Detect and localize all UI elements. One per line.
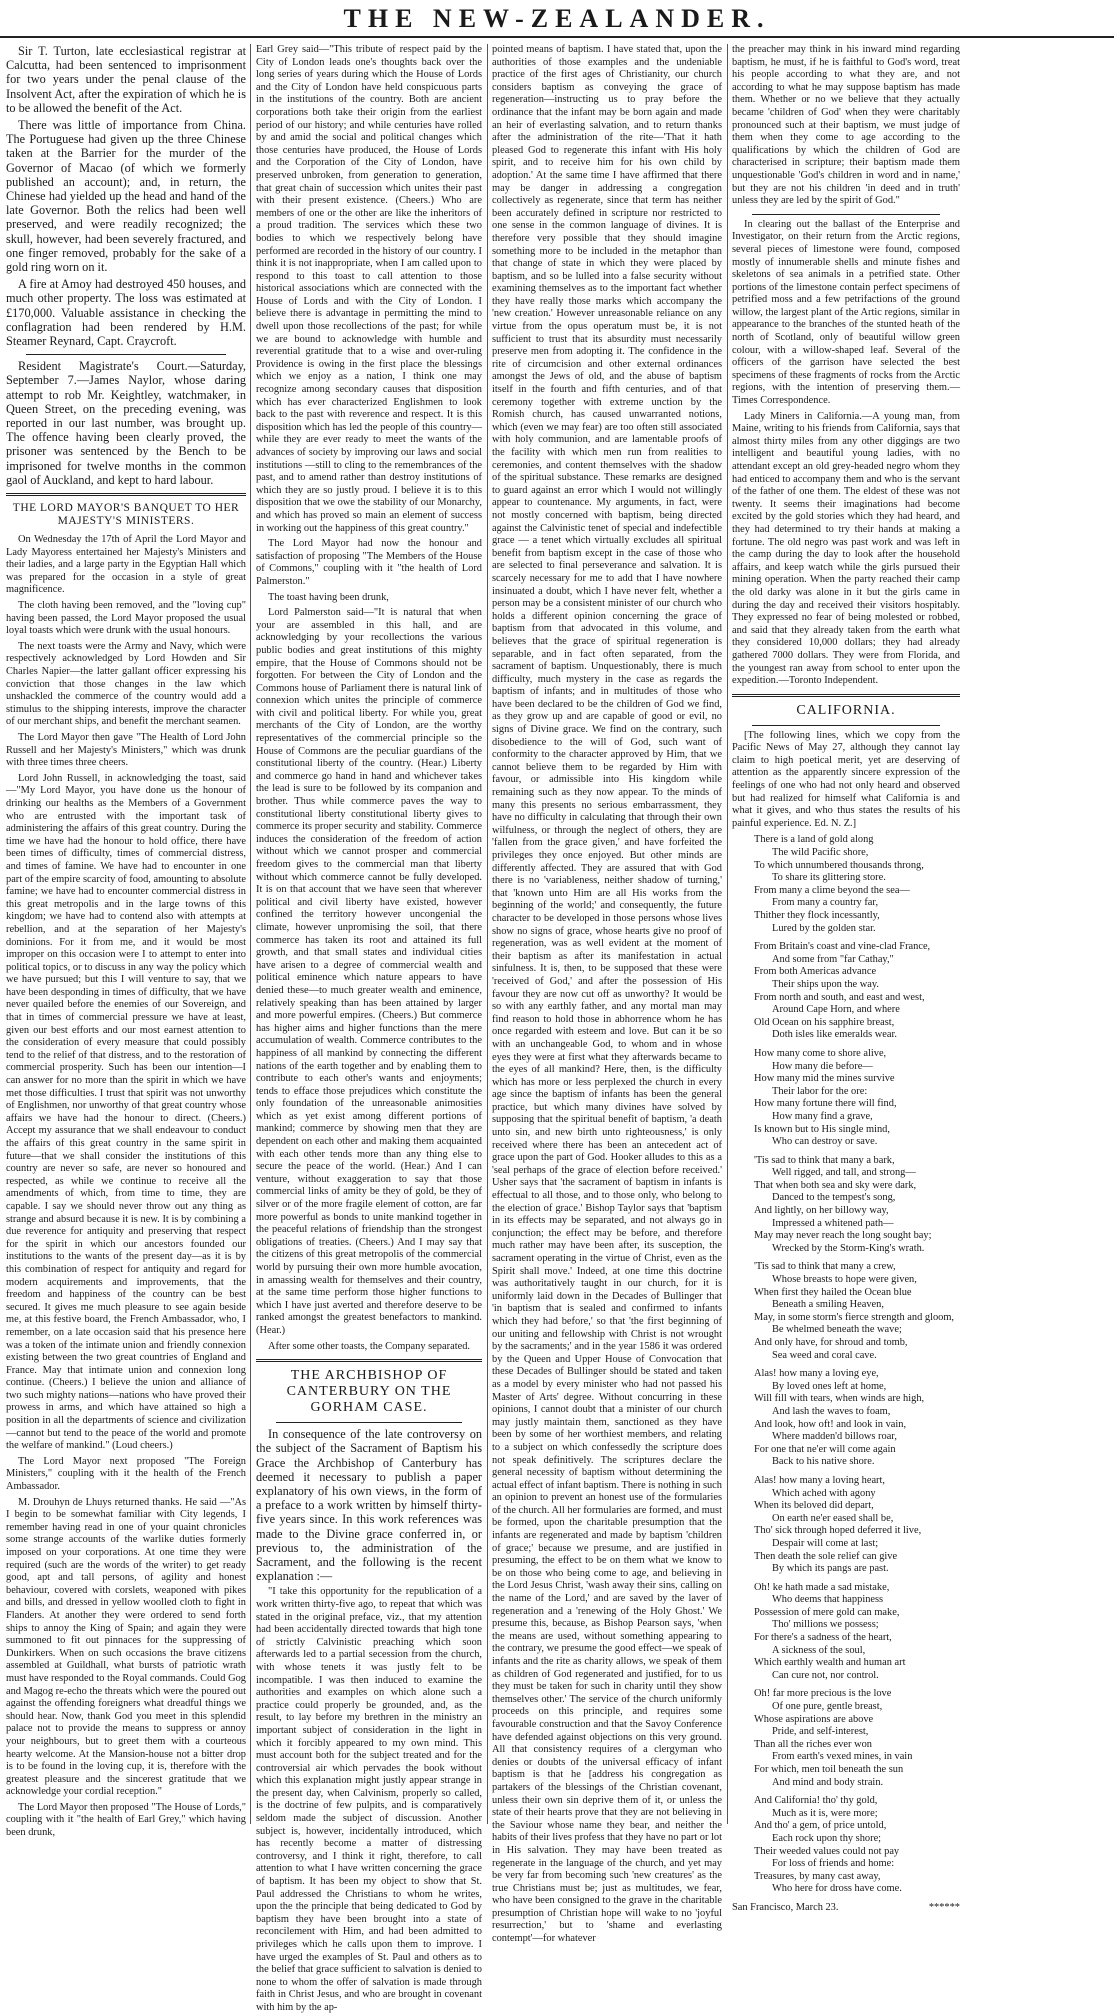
poem-line: Their ships upon the way.: [772, 978, 879, 990]
poem-stanza: [754, 1261, 960, 1362]
article-headline: CALIFORNIA.: [796, 702, 896, 718]
article-paragraph: The Lord Mayor then proposed "The House of Lords," coupling with it "the health of Earl Grey," which having been drunk,: [6, 1801, 246, 1839]
column-4: [732, 44, 960, 1913]
poem-line: Where madden'd billows roar,: [772, 1431, 897, 1443]
poem-line: Oh! ke hath made a sad mistake,: [754, 1581, 890, 1593]
poem-line: For which, men toil beneath the sun: [754, 1764, 904, 1775]
poem-line: How many fortune there will find,: [754, 1098, 897, 1110]
poem-line: A sickness of the soul,: [772, 1644, 866, 1656]
divider: [6, 493, 246, 496]
poem-line: Tho' millions we possess;: [772, 1619, 879, 1631]
article-paragraph: Earl Grey said—"This tribute of respect paid by the City of London leads one's thoughts back over the long series of years during which the House of Lords and the City of London have held conspicuous parts in the institutions of the country. Both are ancient corporations both take their origin from the earliest period of our history; and while centuries have rolled by and amid the social and political changes which those centuries have produced, the House of Lords and the Corporation of the City of London, have preserved unbroken, from generation to generation, that great chain of succession which unites their past with their present existence. (Cheers.) Who are members of one or the other are like the inheritors of a proud tradition. The services which these two bodies to which we respectively belong have performed are recorded in the history of our country. I think it is not inappropriate, when I am called upon to respond to this toast to call attention to those historical associations which are connected with the House of Lords and with the City of London. I believe there is advantage in permitting the mind to dwell upon those recollections of the past; for while we are bound to acknowledge with humble and reverential gratitude that to a wise and over-ruling Providence is owing in the first place the blessings which we enjoy as a nation, I think one may recognize among secondary causes that disposition which has ever characterized Englishmen to look back to the past with reverence and respect. It is this disposition which has led the people of this country—while they are ever ready to meet the wants of the advances of society by improving our laws and social institutions —still to cling to the remembrances of the past, and to amend rather than destroy institutions of which they are so justly proud. I believe it is to this disposition that we owe the stability of our Monarchy, and which has proved so main an element of success in working out the happiness of this great country.": [256, 44, 482, 534]
newspaper-title: THE NEW-ZEALANDER.: [343, 4, 771, 33]
poem-line: Impressed a whitened path—: [772, 1217, 894, 1229]
poem-line: Doth isles like emeralds wear.: [772, 1029, 897, 1041]
poem-line: From many a clime beyond the sea—: [754, 884, 910, 896]
poem-line: Will fill with tears, when winds are high,: [754, 1393, 925, 1405]
stars-ornament: ******: [928, 1901, 960, 1913]
poem-line: How many mid the mines survive: [754, 1073, 895, 1085]
poem-line: May, in some storm's fierce strength and gloom,: [754, 1311, 955, 1323]
poem-line: Thither they flock incessantly,: [754, 910, 880, 921]
article-paragraph: The Lord Mayor next proposed "The Foreign Ministers," coupling with it the health of the French Ambassador.: [6, 1455, 246, 1493]
poem-line: Whose breasts to hope were given,: [772, 1274, 917, 1286]
poem-line: How many die before—: [772, 1060, 873, 1072]
article-paragraph: On Wednesday the 17th of April the Lord Mayor and Lady Mayoress entertained her Majesty's Ministers and their ladies, and a large party in the Egyptian Hall which was prepared for the occasion in a style of great magnificence.: [6, 534, 246, 596]
poem-line: Old Ocean on his sapphire breast,: [754, 1016, 895, 1028]
poem-stanza: [754, 1048, 960, 1149]
poem-line: That when both sea and sky were dark,: [754, 1179, 917, 1191]
poem-line: Danced to the tempest's song,: [772, 1192, 896, 1204]
column-3: [492, 44, 722, 1945]
article-paragraph: After some other toasts, the Company separated.: [268, 1340, 470, 1352]
poem-stanza: [754, 1368, 960, 1469]
poem-line: Who here for dross have come.: [772, 1883, 902, 1895]
poem-line: Which ached with agony: [772, 1487, 876, 1499]
article-paragraph: Lord Palmerston said—"It is natural that when your are assembled in this hall, and are acknowledging by your recollections the various public bodies and great institutions of this mighty empire, that the House of Commons should not be forgotten. For between the City of London and the Commons house of Parliament there is natural link of connexion which unites the principle of commerce with civil and political liberty. For while you, great merchants of the City of London, are the worthy representatives of the commercial principle so the House of Commons are the peculiar guardians of the constitutional liberty of the country. (Hear.) Liberty and commerce go hand in hand and whichever takes the lead is sure to be followed by its companion and brother. Thus while commerce paves the way to constitutional liberty constitutional liberty gives to commerce its proper security and stability. Commerce induces the consideration of the freedom of action without which we cannot prosper and commercial freedom gives to the commercial man that liberty without which commerce cannot be fully developed. It is on that account that we have seen that wherever political and civil liberty have existed, however confined the territory however uncongenial the climate, however unpromising the soil, that there commerce has taken its root and attained its full growth, and that small states and individual cities have arisen to a degree of commercial wealth and political eminence which nature appears to have denied these—to much greater wealth and eminence, relatively speaking than has been attained by larger and more powerful empires. (Cheers.) But commerce has higher aims and higher functions than the mere accumulation of wealth. Commerce contributes to the happiness of all mankind by connecting the different nations of the earth together and by enabling them to contribute to each other's wants and enjoyments; tends to efface those prejudices which constitute the only foundation of the unreasonable animosities which as yet exist among different portions of mankind; commerce by showing men that they are dependent on each other and making them acquainted with each other tends more than any thing else to secure the peace of the world. (Hear.) And I can venture, without exaggeration to say that those commercial links of amity be they of gold, be they of silver or of the more fragile element of cotton, are far more powerful as bonds to unite mankind together in the peaceful relations of friendship than the strongest obligations of treaties. (Cheers.) And I may say that the citizens of this great metropolis of the commercial world by pursuing their own more humble avocation, in amassing wealth for themselves and their country, at the same time perform those higher functions to which I have just averted and therefore deserve to be ranked amongst the greatest benefactors to mankind. (Hear.): [256, 607, 482, 1336]
poem-line: On earth ne'er eased shall be,: [772, 1512, 894, 1524]
poem-line: From both Americas advance: [754, 966, 877, 978]
dateline: [732, 1902, 960, 1915]
poem-introduction: [The following lines, which we copy from the Pacific News of May 27, although they cannot lay claim to high poetical merit, yet are deserving of attention as the apparently sincere expression of the feelings of one who had not only heard and observed but had realized for himself what California is and what it gives, and who thus states the results of his painful experience. Ed. N. Z.]: [732, 729, 960, 829]
article-headline: THE LORD MAYOR'S BANQUET TO HER MAJESTY'S MINISTERS.: [12, 502, 240, 528]
article-headline: THE ARCHBISHOP OF CANTERBURY ON THE GORHAM CASE.: [286, 1368, 452, 1416]
poem-line: Tho' sick through hoped deferred it live,: [754, 1525, 922, 1537]
article-paragraph: The Lord Mayor then gave "The Health of Lord John Russell and her Majesty's Ministers," which was drunk with three times three cheers.: [6, 732, 246, 769]
column-rule: [727, 44, 728, 1824]
poem-line: Around Cape Horn, and where: [772, 1004, 900, 1016]
poem-line: For there's a sadness of the heart,: [754, 1632, 892, 1644]
poem-line: To share its glittering store.: [772, 872, 886, 884]
poem: [754, 834, 960, 1896]
divider: [276, 1422, 462, 1423]
poem-line: To which unnumbered thousands throng,: [754, 859, 924, 871]
court-report: Resident Magistrate's Court.—Saturday, September 7.—James Naylor, whose daring attempt to rob Mr. Keightley, watchmaker, in Queen Street, on the preceding evening, was reported in our last number, was brought up. The offence having been clearly proved, the prisoner was sentenced by the Bench to be imprisoned for twelve months in the common gaol of Auckland, and kept to hard labour.: [6, 359, 246, 487]
poem-line: From north and south, and east and west,: [754, 991, 925, 1003]
poem-line: 'Tis sad to think that many a crew,: [754, 1261, 896, 1273]
poem-line: Possession of mere gold can make,: [754, 1606, 900, 1618]
divider: [752, 214, 940, 215]
poem-line: Alas! how many a loving eye,: [754, 1368, 879, 1380]
poem-line: Can cure not, nor control.: [772, 1669, 879, 1681]
poem-stanza: [754, 941, 960, 1042]
poem-line: Sea weed and coral cave.: [772, 1349, 877, 1361]
news-paragraph: In clearing out the ballast of the Enterprise and Investigator, on their return from the Arctic regions, several pieces of limestone were found, composed mostly of innumerable shells and minute fishes and skeletons of sea animals in a petrified state. Other portions of the limestone contain perfect specimens of petrified moss and a few petrifactions of the ground willow, the largest plant of the Artic regions, similar in appearance to the branches of the stunted heath of the north of Scotland, only of beautiful willow green colour, with a willow-shaped leaf. Several of the officers of the garrison have selected the best specimens of these fragments of rocks from the Arctic regions, with the intention of preserving them.—Times Correspondence.: [732, 218, 960, 407]
poem-line: Their weeded values could not pay: [754, 1845, 900, 1857]
poem-line: May may never reach the long sought bay;: [754, 1230, 932, 1242]
poem-line: By which its pangs are past.: [772, 1563, 889, 1575]
poem-line: Each rock upon thy shore;: [772, 1832, 882, 1844]
poem-line: Back to his native shore.: [772, 1456, 875, 1468]
poem-line: And only have, for shroud and tomb,: [754, 1337, 908, 1348]
poem-line: How many come to shore alive,: [754, 1047, 887, 1059]
poem-line: 'Tis sad to think that many a bark,: [754, 1154, 895, 1166]
poem-line: Alas! how many a loving heart,: [754, 1474, 886, 1486]
news-paragraph: There was little of importance from China. The Portuguese had given up the three Chinese taken at the Barrier for the murder of the Governor of Macao (of which we formerly published an account); and, in return, the Chinese had yielded up the head and hand of the late Governor. Both the relics had been well preserved, and were readily recognized; the skull, however, had been severely fractured, and one finger removed, probably for the sake of a gold ring worn on it.: [6, 118, 246, 275]
poem-line: Is known but to His single mind,: [754, 1123, 890, 1135]
dateline-text: San Francisco, March 23.: [732, 1901, 839, 1913]
news-paragraph: A fire at Amoy had destroyed 450 houses, and much other property. The loss was estimated at £170,000. Valuable assistance in checking the conflagration had been rendered by H.M. Steamer Reynard, Capt. Craycroft.: [6, 277, 246, 349]
poem-line: Then death the sole relief can give: [754, 1550, 898, 1562]
column-rule: [250, 44, 251, 1824]
poem-line: Who can destroy or save.: [772, 1136, 878, 1148]
divider: [752, 725, 940, 726]
poem-stanza: [754, 1688, 960, 1789]
poem-line: And mind and body strain.: [772, 1776, 884, 1788]
poem-line: Despair will come at last;: [772, 1537, 879, 1549]
poem-line: Beneath a smiling Heaven,: [772, 1299, 884, 1311]
article-paragraph: The Lord Mayor had now the honour and satisfaction of proposing "The Members of the House of Commons," coupling with it "the health of Lord Palmerston.": [256, 538, 482, 587]
poem-line: Treasures, by many cast away,: [754, 1870, 881, 1882]
poem-line: Of one pure, gentle breast,: [772, 1701, 883, 1713]
poem-line: Well rigged, and tall, and strong—: [772, 1167, 916, 1179]
poem-line: There is a land of gold along: [754, 834, 874, 846]
poem-line: Oh! far more precious is the love: [754, 1688, 892, 1700]
poem-stanza: [754, 1475, 960, 1576]
poem-line: Which earthly wealth and human art: [754, 1657, 906, 1669]
news-paragraph: Sir T. Turton, late ecclesiastical registrar at Calcutta, had been sentenced to imprisonment for two years under the penal clause of the Insolvent Act, after the expiration of which he is to be allowed the benefit of the Act.: [6, 44, 246, 115]
poem-line: Than all the riches ever won: [754, 1738, 873, 1750]
poem-line: When first they hailed the Ocean blue: [754, 1286, 912, 1298]
article-paragraph: pointed means of baptism. I have stated that, upon the authorities of those examples and the undeniable practice of the first ages of Christianity, our church considers baptism as conveying the grace of regeneration—instructing us to pray before the ordinance that the infant may be born again and made an heir of everlasting salvation, and to return thanks after the administration of the rite—'That it hath pleased God to regenerate this infant with His holy spirit, and to receive him for his own child by adoption.' At the same time I have affirmed that there may be danger in addressing a congregation collectively as regenerate, since that term has neither been accurately defined in scripture nor restricted to one sense in the common language of divines. It is therefore very possible that they should imagine something more to be included in the metaphor than that change of state in which they were placed by baptism, and so be lulled into a false security without examining themselves as to the important fact whether they have really those marks which accompany the 'new creation.' However unreasonable reliance on any virtue from the opus operatum must be, it is not sufficient to trust that its absurdity must necessarily preserve men from adopting it. The confidence in the rite of circumcision and other external ordinances amongst the Jews of old, and the abuse of baptism itself in the fourth and fifth centuries, and of that ceremony together with extreme unction by the Romish church, has caused unwarranted notions, which (even we may fear) are too often still associated with holy communion, and are lamentable proofs of the facility with which men run from realities to ceremonies, and content themselves with the shadow of the spiritual substance. These remarks are designed to guard against an error which I would not willingly appear to countenance. My arguments, in fact, were not mostly concerned with baptism, being directed against the Calvinistic tenet of special and indefectible grace — a tenet which virtually excludes all spiritual benefit from baptism except in the case of those who are selected to final perseverance and salvation. It is scarcely necessary for me to add that I have nowhere insinuated a doubt, which I have never felt, whether a person may be a consistent minister of our church who holds a different opinion concerning the grace of baptism from that advocated in this volume, and believes that the grace of spiritual regeneration is separable, and in fact often separated, from the sacrament of baptism. Unquestionably, there is much difficulty, much mystery in the case as regards the baptism of infants; and in multitudes of those who have been declared to be the children of God we find, as they grow up and are capable of good or evil, no signs of Divine grace. We find on the contrary, such disobedience to the will of God, such want of conformity to the character approved by Him, that we cannot believe them to be regarded by Him with favour, or admissible into His kingdom while remaining such as they now appear. To the minds of many this presents no serious embarrassment, they have no difficulty in calculating that through their own wilfulness, or through the neglect of others, they are 'fallen from the grace given,' and have forfeited the privileges they once enjoyed. But other minds are differently affected. They are assured that with God there is no 'variableness, neither shadow of turning,' that 'known unto Him are all His works from the beginning of the world;' and consequently, the future character to be developed in those persons whose lives show no signs of grace, whose hearts give no proof of regeneration, was as well evident at the moment of their baptism as after its manifestation in actual sinfulness. It is, then, to be supposed that these were 'received of God,' and after the possession of His favour they are now cut off as unworthy? It would be so with any earthly father, and any mortal man may find reason to hold those in abhorrence whom he has once regarded with esteem and love. But can it be so with an unchangeable God, to whom and in whose eyes they were at first what they afterwards became to the eyes of all mankind? Here, then, is the difficulty which has more or less perplexed the church in every age since the baptism of infants has been the general practice, but which many divines have solved by supposing that the spiritual benefit of baptism, 'a death unto sin, and new birth unto righteousness,' is only received where there has been an antecedent act of grace upon the part of God. Hooker alludes to this as a 'seal perhaps of the grace of election before received.' Usher says that 'the sacrament of baptism in infants is effectual to all those, and to those only, who belong to the election of grace.' Bishop Taylor says that 'baptism in its effects may be separated, and not always go in conjunction; the effect may be before, and therefore much rather may have been after, its susception, the sacrament operating in the virtue of Christ, even as the Spirit shall move.' Indeed, at one time this doctrine was authoritatively taught in our church, for it is uniformly laid down in the Decades of Bullinger that 'in baptism that is sealed and confirmed to infants which they had before,' so that 'the first beginning of our uniting and fellowship with Christ is not wrought by the sacraments;' and in the year 1586 it was ordered by the Queen and Upper House of Convocation that these Decades of Bullinger should be stated and taken as a model by every minister who had not passed his Master of Arts' degree. Without concurring in these opinions, I cannot doubt that a minister of our church may justly maintain them, sanctioned as they have been by some of her worthiest members, and relating to a subject on which confessedly the scripture does not speak definitively. The scriptures declare the general necessity of baptism without determining the actual effect of infant baptism. There is nothing in such an opinion to prevent an honest use of the formularies of the church. All her formularies are formed, and must be formed, upon the charitable presumption that the infants are regenerated and made by baptism 'children of grace;' because we presume, and are justified in presuming, the effect to be on them what we know to be on those who being come to age, and believing in the Lord Jesus Christ, 'wash away their sins, calling on the name of the Lord,' and are saved by the laver of regeneration and a 'renewing of the Holy Ghost.' We presume this, because, as Bishop Pearson says, 'when the means are used, without something appearing to the contrary, we presume the good effect—we speak of infants and the rite as charity allows, we speak of them as children of God regenerated and justified, for to us they must be taken for such in charity until they show themselves other.' The service of the church uniformly proceeds on this principle, and requires some favourable construction and that the Savoy Conference have defended against objections on this very ground. All that consistency requires of a clergyman who denies or doubts of the universal efficacy of infant baptism is that he [address his congregation as partakers of the blessings of the Christian covenant, unless their own sin deprive them of it, or unless the state of their hearts prove that they are not believing in the Saviour whose name they bear, and neither the habits of their lives profess that they have no part or lot in His salvation. They may have been treated as regenerate in the language of the church, and yet may be very far from becoming such 'new creatures' as the true Christians must be; just as multitudes, we fear, who have been consigned to the grave in the charitable presumption of Christian hope will wake to no 'joyful resurrection,' but to 'shame and everlasting contempt'—for whatever: [492, 44, 722, 1945]
article-paragraph: The cloth having been removed, and the "loving cup" having been passed, the Lord Mayor proposed the usual loyal toasts which were drunk with the usual honours.: [6, 600, 246, 637]
column-1: [6, 44, 246, 1839]
article-paragraph: M. Drouhyn de Lhuys returned thanks. He said —"As I begin to be somewhat familiar with City legends, I remember having read in one of your quaint chronicles some strange accounts of the warlike duties formerly imposed on your corporations. At one time they were required (such are the words of the writer) to get ready good, apt and tall persons, of agility and honest behaviour, covered with corslets, weaponed with pikes and bills, and dressed in yellow woolled cloth to fight in Flanders. At another they were ordered to send forth ships to annoy the King of Spain; and again they were summoned to fit out pinnaces for the suppressing of Dunkirkers. When on such occasions the brave citizens assembled at Guildhall, what bursts of patriotic wrath must have responded to the Royal commands. Could Gog and Magog re-echo the threats which were the poured out against the offending foreigners what dreadful things we should hear. Now, thank God you meet in this splendid palace not to provide the means to suppress or annoy your neighbours, but to greet them with a courteous hearty welcome. At the Mansion-house not a bitter drop is to be found in the loving cup, it is, therefore with the greatest pleasure and the sincerest gratitude that we acknowledge your cordial reception.": [6, 1496, 246, 1798]
poem-stanza: [754, 1795, 960, 1896]
poem-line: From many a country far,: [772, 897, 879, 909]
poem-line: And look, how oft! and look in vain,: [754, 1418, 907, 1430]
column-rule: [487, 44, 488, 1824]
poem-line: And tho' a gem, of price untold,: [754, 1820, 887, 1832]
article-paragraph: Lord John Russell, in acknowledging the toast, said —"My Lord Mayor, you have done us the honour of drinking our healths as the Members of a Government who are entrusted with the important task of administering the affairs of this great country. During the time we have had the honour to hold office, there have been times of difficulty, times of commercial distress, and times of famine. We have had to encounter in one part of the empire scarcity of food, amounting to absolute famine; we have had to encounter commercial distress in this great metropolis and in the large towns of this kingdom; we have had to contend also with attempts at rebellion, and at the separation of her Majesty's dominions. For it from me, and it would be most improper on this occasion were I to attempt to enter into political topics, or to discuss in any way the policy which we have pursued; but this I will venture to say, that we have been desponding in times of difficulty, that we have never quailed before the enemies of our Sovereign, and that in times of commercial pressure we have at least, given our best efforts and our most earnest attention to the consideration of every measure that could possibly tend to the relief of that distress, and to the restoration of commercial prosperity. Such has been our intention—I can answer for no more than the spirit in which we have met those difficulties. I trust that spirit was not unworthy of Englishmen, nor unworthy of that great country whose affairs we have had the honour to direct. (Cheers.) Accept my assurance that we shall endeavour to conduct the affairs of this great country in the same spirit in future—that we shall consider the institutions of this country are never so safe, are never so honoured and respected, as while we continue to receive all the amendments of which, from time to time, they are capable. I say we should never throw out any thing as strange and absurd because it is new. It is by combining a due reverence for antiquity and preserving that respect for the spirit in which our ancestors founded our institutions to the wants of the present day—as it is by this combination of respect for antiquity and regard for modern acquirements and improvements, that the freedom and happiness of the country can be best secured. It gives me much pleasure to see again beside me, at this festive board, the French Ambassador, who, I remember, on a late occasion said that his presence here was a token of the intimate union and friendly connexion existing between the two great countries of England and France. May that intimate union and connexion long continue. (Cheers.) I believe the union and alliance of two such mighty nations—nations who have proved their prowess in arms, and which have attained so high a position in all the departments of science and civilization—cannot but tend to the peace of the world and promote the welfare of mankind." (Loud cheers.): [6, 772, 246, 1452]
article-paragraph: the preacher may think in his inward mind regarding baptism, he must, if he is faithful to God's word, treat his people according to what they are, and not according to what he may suppose baptism has made them. Whether or no we believe that they actually became 'children of God' when they were charitably pronounced such at their baptism, we must judge of them when they come to age according to the qualifications by which the children of God are characterised in scripture; their baptism made them unquestionable 'God's children in word and in name,' but they are not his children 'in deed and in truth' unless they are led by the spirit of God.": [732, 44, 960, 207]
poem-line: From earth's vexed mines, in vain: [772, 1751, 913, 1763]
poem-line: Much as it is, were more;: [772, 1807, 878, 1819]
poem-stanza: [754, 1155, 960, 1256]
poem-stanza: [754, 1582, 960, 1683]
poem-line: How many find a grave,: [772, 1110, 873, 1122]
poem-line: By loved ones left at home,: [772, 1380, 887, 1392]
poem-line: Whose aspirations are above: [754, 1713, 874, 1725]
poem-line: And lash the waves to foam,: [772, 1405, 891, 1417]
poem-line: Lured by the golden star.: [772, 922, 876, 934]
divider: [26, 354, 226, 355]
poem-line: And lightly, on her billowy way,: [754, 1205, 889, 1217]
poem-line: When its beloved did depart,: [754, 1500, 874, 1512]
poem-line: Who deems that happiness: [772, 1594, 884, 1606]
poem-line: Their labor for the ore:: [772, 1085, 868, 1097]
poem-line: And California! tho' thy gold,: [754, 1795, 878, 1807]
article-paragraph: In consequence of the late controversy on the subject of the Sacrament of Baptism his Grace the Archbishop of Canterbury has deemed it necessary to publish a paper explanatory of his own views, in the form of a preface to a work written by himself thirty-five years since. In this work references was made to the Divine grace conferred in, or previous to, the administration of the Sacrament, and the following is the recent explanation :—: [256, 1427, 482, 1584]
article-paragraph: "I take this opportunity for the republication of a work written thirty-five ago, to repeat that which was stated in the original preface, viz., that my attention had been accidentally directed towards that high tone of strictly Calvinistic preaching which soon afterwards led to a partial secession from the church, with whose tenets it was justly felt to be incompatible. I was then induced to examine the authorities and examples on which alone such a practice could properly be grounded, and, as the result, to lay before my brethren in the ministry an important subject of consideration in the light in which it forcibly appeared to my own mind. This must account both for the subject treated and for the controversial air which pervades the book without which this explanation might justly appear strange in the present day, when Calvinism, properly so called, is the doctrine of few pulpits, and is comparatively seldom made the subject of discussion. Another subject is, however, incidentally introduced, which has recently become a matter of distressing controversy, and I think it right, therefore, to call attention to what I have written concerning the grace of baptism. It has been my object to show that St. Paul addressed the Christians to whom he writes, upon the the principle that being dedicated to God by baptism they have been brought into a state of reconcilement with Him, and had been admitted to privileges which he calls upon them to improve. I have urged the examples of St. Paul and others as to the belief that grace sufficient to salvation is denied to none to whom the offer of salvation is made through faith in Christ Jesus, and who are brought in covenant with him by the ap-: [256, 1586, 482, 2013]
poem-line: Be whelmed beneath the wave;: [772, 1324, 902, 1336]
article-paragraph: The toast having been drunk,: [268, 591, 389, 603]
poem-line: Wrecked by the Storm-King's wrath.: [772, 1242, 925, 1254]
poem-line: Pride, and self-interest,: [772, 1726, 869, 1738]
divider: [256, 1359, 482, 1362]
poem-line: From Britain's coast and vine-clad France,: [754, 941, 931, 953]
masthead: [0, 0, 1114, 38]
poem-stanza: [754, 834, 960, 935]
poem-line: For loss of friends and home:: [772, 1858, 895, 1870]
column-2: [256, 44, 482, 2013]
poem-line: And some from "far Cathay,": [772, 953, 894, 965]
poem-line: For one that ne'er will come again: [754, 1443, 896, 1455]
divider: [732, 694, 960, 697]
article-paragraph: The next toasts were the Army and Navy, which were respectively acknowledged by Lord Howden and Sir Charles Napier—the latter gallant officer expressing his conviction that those changes in the law which unshackled the commerce of the country would add a stimulus to the shipping interests, improve the character of our merchant ships, and benefit the merchant seamen.: [6, 640, 246, 728]
news-paragraph: Lady Miners in California.—A young man, from Maine, writing to his friends from California, says that almost thirty miles from any other diggings are two intelligent and beautiful young ladies, with no attendant except an old grey-headed negro whom they had enticed to accompany them and who is the servant of the father of one them. The eldest of these was not twenty. It seems their imaginations had become excited by the gold stories which they had heard, and they had determined to try their hands at making a fortune. The old negro was past work and was left in the camp during the day to look after the household affairs, and keep watch while the girls pursued their mining operation. When the party reached their camp the old darky was alone in it but the girls came in during the day and received their visitors hospitably. They expressed no fear of being molested or robbed, and said that they already taken from the earth what they considered 10,000 dollars; they had already gathered 7000 dollars. They were from Florida, and the youngest ran away from school to enter upon the expedition.—Toronto Independent.: [732, 410, 960, 687]
poem-line: The wild Pacific shore,: [772, 847, 869, 859]
